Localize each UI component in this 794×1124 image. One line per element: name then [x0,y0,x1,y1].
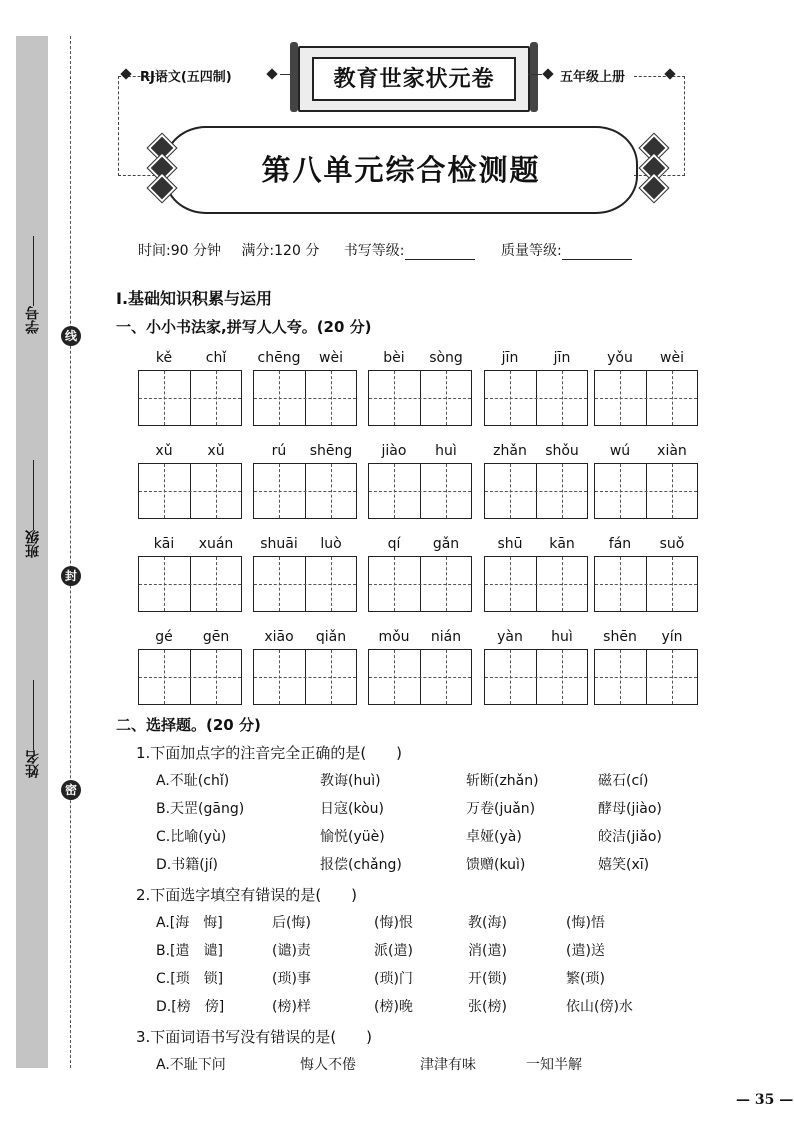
pinyin-syllable: huì [551,629,573,645]
pinyin-syllable: kě [155,350,173,366]
option-item: 开(锁) [468,971,507,987]
option-item: (悔)恨 [374,915,413,931]
pinyin-label [484,629,588,647]
cut-line [70,36,71,1068]
pinyin-syllable: wú [609,443,631,459]
option-item: (琐)事 [272,971,311,987]
pinyin-syllable: mǒu [378,629,410,645]
pinyin-label [484,350,588,368]
brand-scroll [298,46,530,112]
pinyin-label [138,443,242,461]
option-item: (琐)门 [374,971,413,987]
option-item: (榜)样 [272,999,311,1015]
option-item: 消(遣) [468,943,507,959]
pinyin-syllable: shēng [309,443,353,459]
writing-box[interactable] [484,370,588,426]
subquestion-3-title: 3.下面词语书写没有错误的是( ) [136,1028,373,1046]
pinyin-label [368,629,472,647]
pinyin-label [368,350,472,368]
pinyin-syllable: shǒu [545,443,579,459]
option-item: 教(海) [468,915,507,931]
pinyin-label [594,629,698,647]
option-item: 津津有味 [420,1057,476,1073]
part-one-heading: Ⅰ.基础知识积累与运用 [116,289,273,308]
writing-box[interactable] [484,649,588,705]
option-item: 一知半解 [526,1057,582,1073]
pinyin-label [594,443,698,461]
quality-grade-blank[interactable] [562,245,632,260]
pinyin-syllable: sòng [429,350,463,366]
pinyin-syllable: xǔ [207,443,225,459]
pinyin-syllable: xǔ [155,443,173,459]
pinyin-syllable: rú [271,443,287,459]
pinyin-syllable: wèi [319,350,343,366]
writing-box[interactable] [253,649,357,705]
option-item: 斩断(zhǎn) [466,773,539,789]
writing-box[interactable] [253,556,357,612]
option-item[interactable]: A.不耻(chǐ) [156,773,230,789]
pinyin-label [253,629,357,647]
pinyin-syllable: jīn [553,350,571,366]
writing-box[interactable] [484,556,588,612]
pinyin-label [253,443,357,461]
writing-box[interactable] [253,463,357,519]
pinyin-syllable: zhǎn [493,443,527,459]
pinyin-syllable: qí [387,536,401,552]
grade-label: 五年级上册 [526,64,688,86]
pinyin-syllable: kāi [153,536,175,552]
seal-mi: 密 [61,780,81,800]
pinyin-syllable: nián [430,629,462,645]
pinyin-syllable: kān [549,536,575,552]
writing-box[interactable] [138,556,242,612]
option-item[interactable]: D.[榜 傍] [156,999,225,1015]
pinyin-syllable: shū [497,536,523,552]
pinyin-syllable: huì [435,443,457,459]
option-item: 教诲(huì) [320,773,381,789]
option-item: 磁石(cí) [598,773,649,789]
time-info: 时间:90 分钟 [138,243,221,259]
option-item: 张(榜) [468,999,507,1015]
pinyin-label [484,536,588,554]
pinyin-syllable: suǒ [659,536,685,552]
writing-box[interactable] [594,649,698,705]
option-item[interactable]: C.比喻(yù) [156,829,227,845]
option-item: 馈赠(kuì) [466,857,526,873]
writing-box[interactable] [138,370,242,426]
pinyin-syllable: yín [661,629,683,645]
quality-grade-label: 质量等级: [500,243,562,259]
writing-box[interactable] [138,463,242,519]
pinyin-syllable: xuán [198,536,234,552]
option-item: 后(悔) [272,915,311,931]
pinyin-syllable: chǐ [205,350,227,366]
student-id-field[interactable] [20,236,46,334]
option-item: 繁(琐) [566,971,605,987]
score-info: 满分:120 分 [241,243,320,259]
writing-box[interactable] [253,370,357,426]
subquestion-1-title: 1.下面加点字的注音完全正确的是( ) [136,744,403,762]
option-item[interactable]: C.[琐 锁] [156,971,224,987]
page-number: — 35 — [736,1092,794,1108]
option-item: (榜)晚 [374,999,413,1015]
option-item[interactable]: A.[海 悔] [156,915,223,931]
option-item[interactable]: B.天罡(gāng) [156,801,245,817]
pinyin-label [253,536,357,554]
writing-box[interactable] [138,649,242,705]
writing-box[interactable] [368,370,472,426]
option-item: 嬉笑(xī) [598,857,650,873]
pinyin-label [138,536,242,554]
question-two-title: 二、选择题。(20 分) [116,716,261,734]
pinyin-syllable: xiàn [657,443,687,459]
subject-label: RJ语文(五四制) [118,64,296,86]
writing-box[interactable] [484,463,588,519]
name-field[interactable] [20,680,46,778]
pinyin-syllable: jīn [501,350,519,366]
option-item[interactable]: D.书籍(jí) [156,857,218,873]
pinyin-syllable: wèi [660,350,684,366]
class-label: 班级 [25,530,41,558]
writing-box[interactable] [368,649,472,705]
pinyin-label [594,350,698,368]
pinyin-syllable: yàn [497,629,523,645]
pinyin-syllable: qiǎn [315,629,347,645]
pinyin-syllable: chēng [257,350,301,366]
option-item: (谴)责 [272,943,311,959]
pinyin-label [253,350,357,368]
pinyin-syllable: luò [320,536,342,552]
pinyin-label [594,536,698,554]
pinyin-label [138,629,242,647]
page-title: 第八单元综合检测题 [261,153,541,187]
subquestion-2-title: 2.下面选字填空有错误的是( ) [136,886,358,904]
option-item: 派(遣) [374,943,413,959]
class-field[interactable] [20,460,46,558]
option-item[interactable]: A.不耻下问 [156,1057,226,1073]
writing-box[interactable] [368,463,472,519]
diamond-icon [640,174,668,202]
pinyin-syllable: gēn [202,629,230,645]
pinyin-syllable: fán [608,536,632,552]
pinyin-syllable: yǒu [607,350,633,366]
option-item: 依山(傍)水 [566,999,633,1015]
writing-grade-blank[interactable] [405,245,475,260]
writing-box[interactable] [594,463,698,519]
question-one-title: 一、小小书法家,拼写人人夸。(20 分) [116,318,372,336]
pinyin-syllable: jiào [381,443,407,459]
title-banner [164,126,638,214]
student-id-label: 学号 [25,306,41,334]
brand-title: 教育世家状元卷 [312,57,516,101]
option-item: 报偿(chǎng) [320,857,402,873]
option-item: (遣)送 [566,943,605,959]
pinyin-label [138,350,242,368]
pinyin-label [484,443,588,461]
option-item: 愉悦(yüè) [320,829,385,845]
name-label: 姓名 [25,750,41,778]
pinyin-syllable: shēn [603,629,637,645]
option-item: 卓娅(yà) [466,829,522,845]
writing-box[interactable] [368,556,472,612]
writing-box[interactable] [594,370,698,426]
writing-box[interactable] [594,556,698,612]
pinyin-syllable: bèi [383,350,405,366]
option-item: 酵母(jiào) [598,801,662,817]
option-item: 悔人不倦 [300,1057,356,1073]
option-item: 皎洁(jiǎo) [598,829,662,845]
seal-feng: 封 [61,566,81,586]
option-item: 万卷(juǎn) [466,801,536,817]
seal-xian: 线 [61,326,81,346]
pinyin-label [368,536,472,554]
pinyin-syllable: gǎn [432,536,460,552]
pinyin-label [368,443,472,461]
exam-info [138,240,654,260]
option-item[interactable]: B.[遣 谴] [156,943,223,959]
writing-grade-label: 书写等级: [343,243,405,259]
option-item: (悔)悟 [566,915,605,931]
option-item: 日寇(kòu) [320,801,384,817]
pinyin-syllable: shuāi [260,536,298,552]
pinyin-syllable: xiāo [264,629,294,645]
pinyin-syllable: gé [155,629,173,645]
